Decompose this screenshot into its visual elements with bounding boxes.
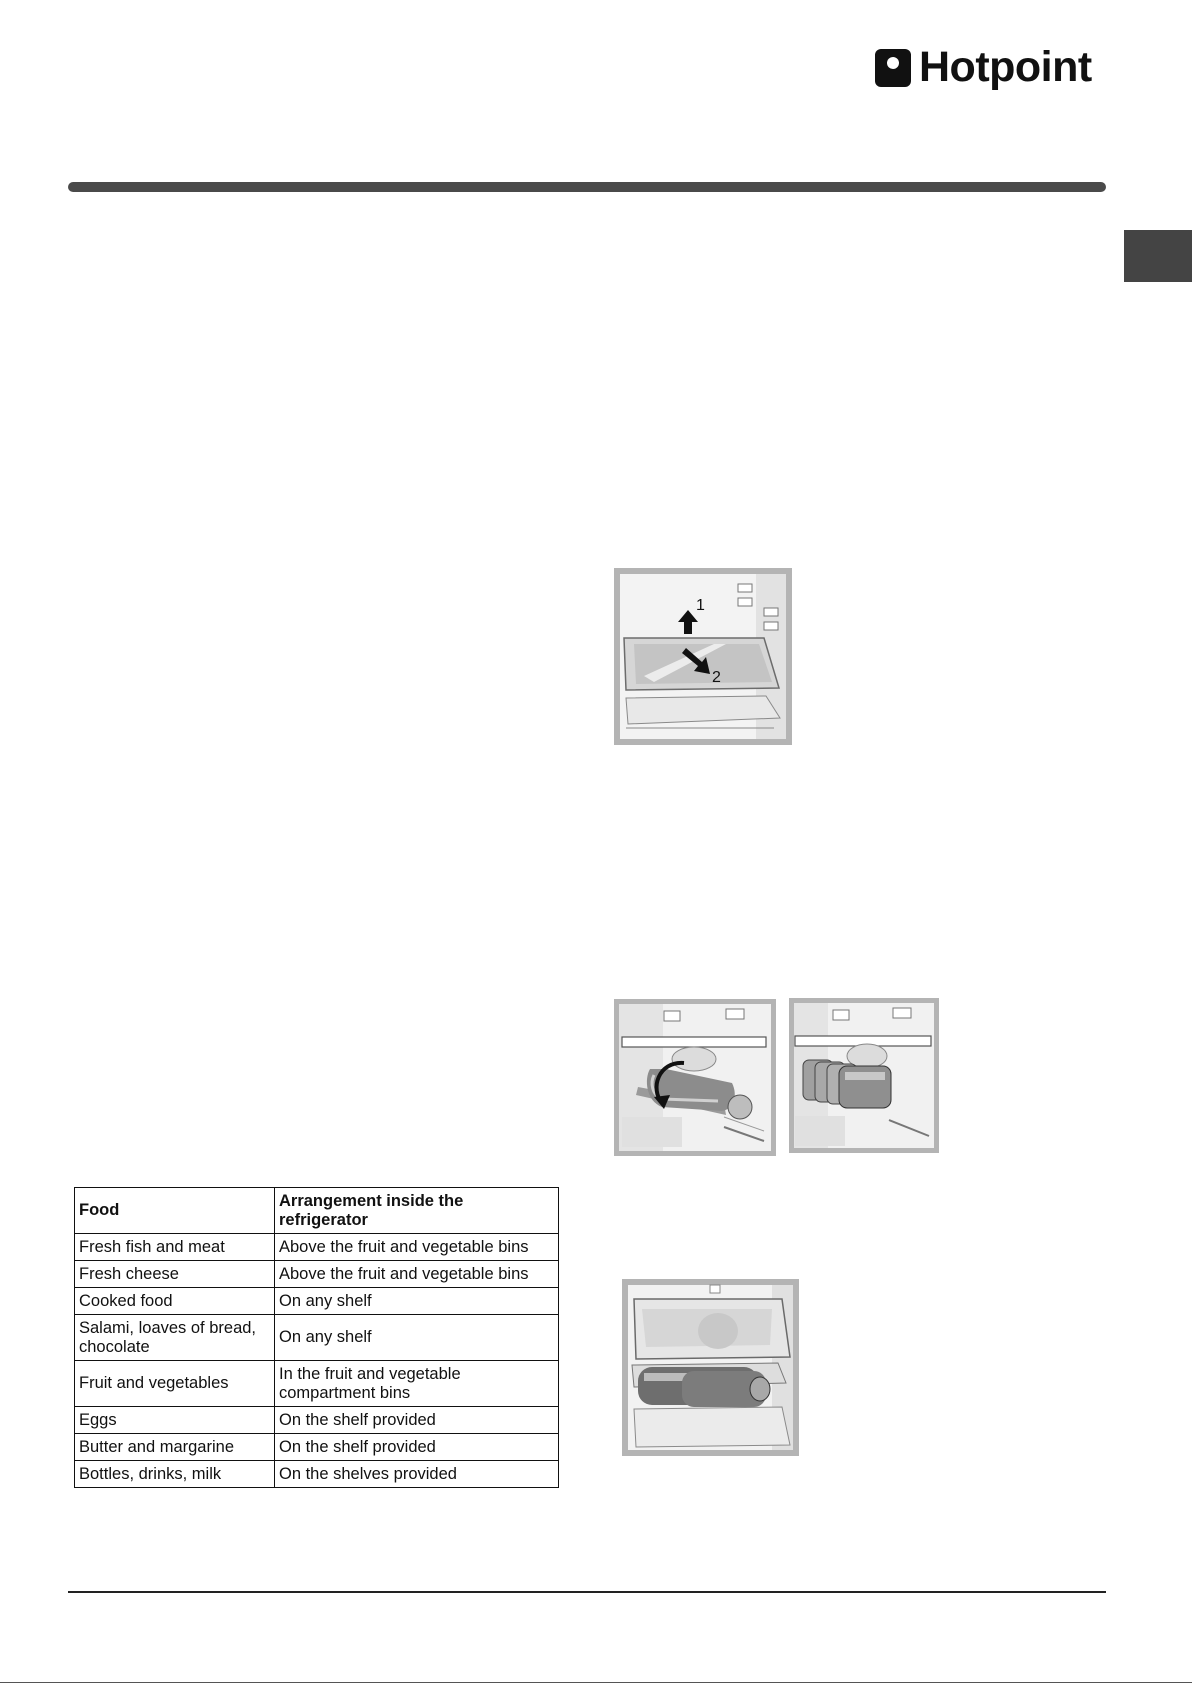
can-holder-illustration [789,998,939,1153]
shelf-step-2-label: 2 [712,669,721,686]
table-row [75,1361,559,1407]
arrangement-cell: Above the fruit and vegetable bins [275,1234,559,1261]
bottle-rack-illustration [622,1279,799,1456]
food-cell: Butter and margarine [75,1434,275,1461]
table-row [75,1407,559,1434]
food-cell: Fruit and vegetables [75,1361,275,1407]
language-side-tab [1124,230,1192,282]
table-row [75,1461,559,1488]
food-cell: Fresh cheese [75,1261,275,1288]
arrangement-cell: On any shelf [275,1288,559,1315]
header-arrangement: Arrangement inside the refrigerator [275,1188,559,1234]
footer-rule [68,1591,1106,1593]
food-cell: Eggs [75,1407,275,1434]
arrangement-cell: On the shelves provided [275,1461,559,1488]
table-row [75,1315,559,1361]
header-rule [68,182,1106,192]
shelf-step-1-label: 1 [696,597,705,614]
table-row [75,1288,559,1315]
hotpoint-logo-mark-icon [875,49,911,87]
brand-name: Hotpoint [919,43,1092,91]
food-arrangement-table [74,1187,559,1488]
arrangement-cell: Above the fruit and vegetable bins [275,1261,559,1288]
table-row [75,1434,559,1461]
shelf-removal-illustration [614,568,792,745]
food-cell: Cooked food [75,1288,275,1315]
food-cell: Salami, loaves of bread, chocolate [75,1315,275,1361]
food-cell: Bottles, drinks, milk [75,1461,275,1488]
arrangement-cell: On the shelf provided [275,1434,559,1461]
bottle-holder-illustration [614,999,776,1156]
page-bottom-edge [0,1682,1192,1683]
brand-logo [875,43,1092,91]
table-row [75,1261,559,1288]
arrangement-cell: On the shelf provided [275,1407,559,1434]
table-header-row [75,1188,559,1234]
table-row [75,1234,559,1261]
arrangement-cell: In the fruit and vegetable compartment bins [275,1361,559,1407]
food-cell: Fresh fish and meat [75,1234,275,1261]
header-food: Food [75,1188,275,1234]
arrangement-cell: On any shelf [275,1315,559,1361]
